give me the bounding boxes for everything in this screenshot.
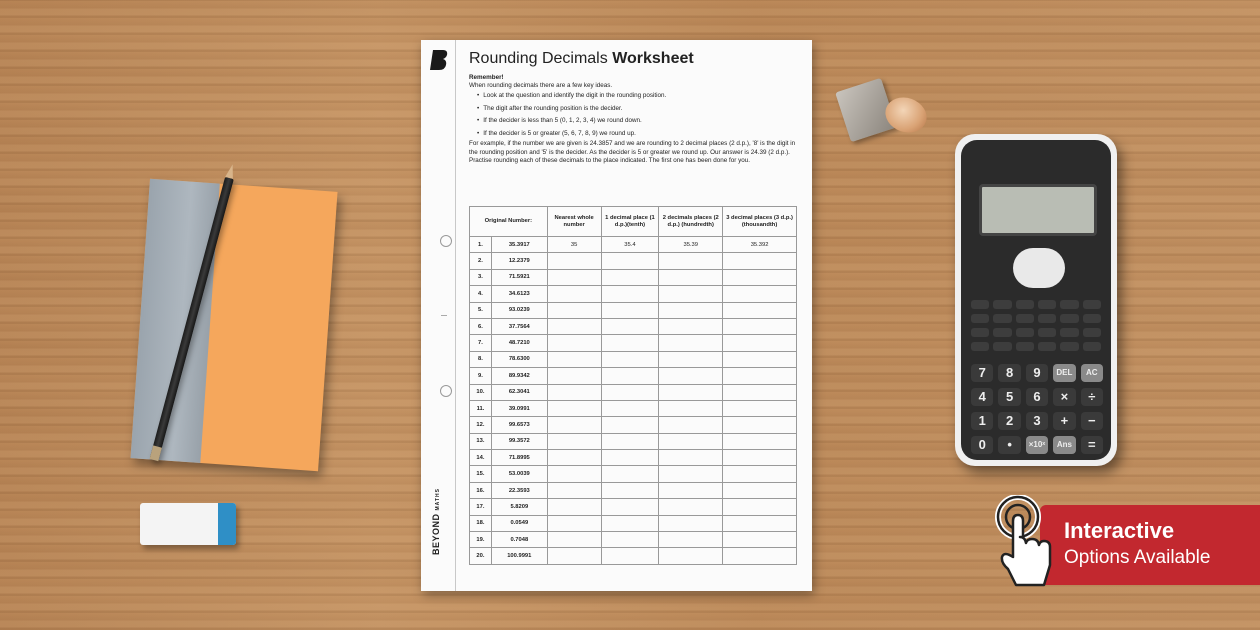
calculator-dpad <box>1013 248 1065 288</box>
brand-name: BEYOND <box>431 513 441 555</box>
three-dp-cell[interactable] <box>723 450 797 466</box>
three-dp-cell[interactable] <box>723 302 797 318</box>
calc-fn-key <box>1060 342 1078 351</box>
original-number: 100.9991 <box>491 548 547 564</box>
calc-fn-key <box>1038 300 1056 309</box>
calc-key: DEL <box>1053 364 1075 382</box>
three-dp-cell[interactable] <box>723 269 797 285</box>
one-dp-cell[interactable] <box>601 302 659 318</box>
table-header-row <box>470 207 797 237</box>
calc-fn-key <box>971 300 989 309</box>
calc-key: 2 <box>998 412 1020 430</box>
calc-key: 9 <box>1026 364 1048 382</box>
page-title <box>469 50 799 68</box>
three-dp-cell[interactable] <box>723 253 797 269</box>
nearest-whole-cell[interactable] <box>547 400 601 416</box>
row-number: 19. <box>470 532 492 548</box>
one-dp-cell[interactable] <box>601 450 659 466</box>
table-row <box>470 499 797 515</box>
three-dp-cell[interactable] <box>723 318 797 334</box>
beyond-logo-icon <box>429 48 449 72</box>
row-number: 16. <box>470 482 492 498</box>
table-row <box>470 515 797 531</box>
original-number: 34.6123 <box>491 286 547 302</box>
table-row <box>470 548 797 564</box>
one-dp-cell[interactable] <box>601 466 659 482</box>
header-original: Original Number: <box>470 207 548 237</box>
calc-key: + <box>1053 412 1075 430</box>
header-3dp: 3 decimal places (3 d.p.)(thousandth) <box>723 207 797 237</box>
nearest-whole-cell[interactable] <box>547 482 601 498</box>
table-row <box>470 269 797 285</box>
table-body <box>470 237 797 565</box>
example-text: For example, if the number we are given is 24.3857 and we are rounding to 2 decimal places (2 d.p.), '8' is the digit in the rounding position and '5' is the decider. As the decider is 5 or greater we round up. Our answer is 24.39 (2 d.p.). <box>469 140 796 156</box>
original-number: 71.5921 <box>491 269 547 285</box>
two-dp-cell[interactable] <box>659 417 723 433</box>
header-2dp: 2 decimals places (2 d.p.) (hundredth) <box>659 207 723 237</box>
original-number: 35.3917 <box>491 237 547 253</box>
one-dp-cell[interactable] <box>601 417 659 433</box>
interactive-badge[interactable] <box>1040 505 1260 585</box>
row-number: 18. <box>470 515 492 531</box>
row-number: 3. <box>470 269 492 285</box>
original-number: 22.3593 <box>491 482 547 498</box>
row-number: 5. <box>470 302 492 318</box>
one-dp-cell[interactable] <box>601 515 659 531</box>
calc-key: 0 <box>971 436 993 454</box>
calculator-screen <box>979 184 1097 236</box>
nearest-whole-cell[interactable] <box>547 269 601 285</box>
one-dp-cell[interactable] <box>601 532 659 548</box>
nearest-whole-cell[interactable] <box>547 548 601 564</box>
calc-fn-key <box>1016 342 1034 351</box>
original-number: 99.6573 <box>491 417 547 433</box>
calc-fn-key <box>1038 314 1056 323</box>
calc-key: 8 <box>998 364 1020 382</box>
calc-key: ×10ˣ <box>1026 436 1048 454</box>
calc-fn-key <box>993 300 1011 309</box>
one-dp-cell[interactable]: 35.4 <box>601 237 659 253</box>
calculator-function-keys <box>971 300 1101 351</box>
two-dp-cell[interactable] <box>659 466 723 482</box>
calc-key: 6 <box>1026 388 1048 406</box>
original-number: 39.0991 <box>491 400 547 416</box>
nearest-whole-cell[interactable] <box>547 368 601 384</box>
three-dp-cell[interactable] <box>723 499 797 515</box>
calc-key: = <box>1081 436 1103 454</box>
table-row <box>470 466 797 482</box>
original-number: 78.6300 <box>491 351 547 367</box>
remember-heading: Remember! <box>469 74 504 81</box>
table-row <box>470 433 797 449</box>
one-dp-cell[interactable] <box>601 482 659 498</box>
original-number: 12.2379 <box>491 253 547 269</box>
two-dp-cell[interactable] <box>659 269 723 285</box>
title-bold: Worksheet <box>612 50 694 67</box>
row-number: 15. <box>470 466 492 482</box>
original-number: 62.3041 <box>491 384 547 400</box>
eraser <box>140 503 236 545</box>
table-row <box>470 417 797 433</box>
calc-fn-key <box>1060 328 1078 337</box>
calc-key: 1 <box>971 412 993 430</box>
original-number: 99.3572 <box>491 433 547 449</box>
two-dp-cell[interactable] <box>659 351 723 367</box>
original-number: 0.0549 <box>491 515 547 531</box>
row-number: 11. <box>470 400 492 416</box>
one-dp-cell[interactable] <box>601 433 659 449</box>
one-dp-cell[interactable] <box>601 286 659 302</box>
calc-key: AC <box>1081 364 1103 382</box>
two-dp-cell[interactable] <box>659 253 723 269</box>
calc-key: − <box>1081 412 1103 430</box>
calc-fn-key <box>971 328 989 337</box>
calc-fn-key <box>1060 300 1078 309</box>
table-row <box>470 302 797 318</box>
table-row <box>470 482 797 498</box>
calc-key: ÷ <box>1081 388 1103 406</box>
calc-key: 4 <box>971 388 993 406</box>
calc-fn-key <box>1083 342 1101 351</box>
original-number: 37.7564 <box>491 318 547 334</box>
calc-fn-key <box>1016 328 1034 337</box>
original-number: 93.0239 <box>491 302 547 318</box>
row-number: 17. <box>470 499 492 515</box>
two-dp-cell[interactable] <box>659 433 723 449</box>
one-dp-cell[interactable] <box>601 384 659 400</box>
nearest-whole-cell[interactable] <box>547 253 601 269</box>
two-dp-cell[interactable] <box>659 335 723 351</box>
table-row <box>470 384 797 400</box>
calculator <box>955 134 1117 466</box>
two-dp-cell[interactable] <box>659 499 723 515</box>
one-dp-cell[interactable] <box>601 335 659 351</box>
original-number: 5.8209 <box>491 499 547 515</box>
nearest-whole-cell[interactable] <box>547 450 601 466</box>
row-number: 20. <box>470 548 492 564</box>
three-dp-cell[interactable] <box>723 368 797 384</box>
list-item: • Look at the question and identify the digit in the rounding position. <box>477 90 799 103</box>
calc-fn-key <box>1083 314 1101 323</box>
three-dp-cell[interactable] <box>723 351 797 367</box>
three-dp-cell[interactable] <box>723 400 797 416</box>
row-number: 9. <box>470 368 492 384</box>
calc-fn-key <box>1083 300 1101 309</box>
calculator-number-keys <box>971 364 1103 454</box>
two-dp-cell[interactable] <box>659 384 723 400</box>
pencil-shaving <box>880 92 931 138</box>
pencil-tip <box>225 163 236 179</box>
two-dp-cell[interactable] <box>659 400 723 416</box>
two-dp-cell[interactable] <box>659 532 723 548</box>
table-row <box>470 253 797 269</box>
calc-fn-key <box>993 328 1011 337</box>
punch-hole <box>440 235 452 247</box>
key-ideas-list <box>469 90 799 140</box>
intro-text: When rounding decimals there are a few key ideas. <box>469 82 613 90</box>
row-number: 13. <box>470 433 492 449</box>
row-number: 1. <box>470 237 492 253</box>
two-dp-cell[interactable] <box>659 450 723 466</box>
two-dp-cell[interactable] <box>659 302 723 318</box>
original-number: 71.8995 <box>491 450 547 466</box>
one-dp-cell[interactable] <box>601 318 659 334</box>
nearest-whole-cell[interactable]: 35 <box>547 237 601 253</box>
header-whole: Nearest whole number <box>547 207 601 237</box>
nearest-whole-cell[interactable] <box>547 384 601 400</box>
calc-fn-key <box>1016 300 1034 309</box>
list-item: • If the decider is 5 or greater (5, 6, 7, 8, 9) we round up. <box>477 128 799 141</box>
nearest-whole-cell[interactable] <box>547 351 601 367</box>
table-row <box>470 335 797 351</box>
one-dp-cell[interactable] <box>601 351 659 367</box>
calc-key: 3 <box>1026 412 1048 430</box>
header-1dp: 1 decimal place (1 d.p.)(tenth) <box>601 207 659 237</box>
brand-sub: MATHS <box>435 488 441 511</box>
two-dp-cell[interactable] <box>659 318 723 334</box>
three-dp-cell[interactable]: 35.392 <box>723 237 797 253</box>
original-number: 89.9342 <box>491 368 547 384</box>
table-row <box>470 532 797 548</box>
instruction-text: Practise rounding each of these decimals to the place indicated. The first one has been done for you. <box>469 156 750 164</box>
nearest-whole-cell[interactable] <box>547 286 601 302</box>
calc-fn-key <box>1083 328 1101 337</box>
row-number: 10. <box>470 384 492 400</box>
three-dp-cell[interactable] <box>723 286 797 302</box>
calc-fn-key <box>1038 328 1056 337</box>
two-dp-cell[interactable]: 35.39 <box>659 237 723 253</box>
three-dp-cell[interactable] <box>723 384 797 400</box>
punch-hole <box>440 385 452 397</box>
one-dp-cell[interactable] <box>601 269 659 285</box>
two-dp-cell[interactable] <box>659 482 723 498</box>
three-dp-cell[interactable] <box>723 532 797 548</box>
sheet-margin-line <box>455 40 456 591</box>
fold-tick <box>441 315 447 316</box>
nearest-whole-cell[interactable] <box>547 532 601 548</box>
nearest-whole-cell[interactable] <box>547 335 601 351</box>
calc-fn-key <box>971 314 989 323</box>
calc-fn-key <box>971 342 989 351</box>
nearest-whole-cell[interactable] <box>547 433 601 449</box>
three-dp-cell[interactable] <box>723 548 797 564</box>
table-row <box>470 318 797 334</box>
calc-key: • <box>998 436 1020 454</box>
three-dp-cell[interactable] <box>723 433 797 449</box>
badge-title: Interactive <box>1064 518 1175 543</box>
badge-subtitle: Options Available <box>1064 547 1211 568</box>
row-number: 8. <box>470 351 492 367</box>
title-light: Rounding Decimals <box>469 50 608 67</box>
row-number: 14. <box>470 450 492 466</box>
table-row <box>470 450 797 466</box>
one-dp-cell[interactable] <box>601 499 659 515</box>
table-row <box>470 237 797 253</box>
nearest-whole-cell[interactable] <box>547 417 601 433</box>
row-number: 7. <box>470 335 492 351</box>
calculator-body <box>961 140 1111 460</box>
table-row <box>470 368 797 384</box>
table-row <box>470 286 797 302</box>
calc-fn-key <box>1038 342 1056 351</box>
worksheet-content <box>469 50 799 165</box>
original-number: 0.7048 <box>491 532 547 548</box>
row-number: 12. <box>470 417 492 433</box>
original-number: 53.0039 <box>491 466 547 482</box>
row-number: 6. <box>470 318 492 334</box>
rounding-table <box>469 206 797 565</box>
three-dp-cell[interactable] <box>723 482 797 498</box>
three-dp-cell[interactable] <box>723 515 797 531</box>
calc-key: 5 <box>998 388 1020 406</box>
three-dp-cell[interactable] <box>723 417 797 433</box>
two-dp-cell[interactable] <box>659 515 723 531</box>
list-item: • If the decider is less than 5 (0, 1, 2, 3, 4) we round down. <box>477 115 799 128</box>
one-dp-cell[interactable] <box>601 548 659 564</box>
calc-fn-key <box>993 342 1011 351</box>
one-dp-cell[interactable] <box>601 400 659 416</box>
calc-key: Ans <box>1053 436 1075 454</box>
one-dp-cell[interactable] <box>601 253 659 269</box>
original-number: 48.7210 <box>491 335 547 351</box>
calc-key: 7 <box>971 364 993 382</box>
nearest-whole-cell[interactable] <box>547 302 601 318</box>
nearest-whole-cell[interactable] <box>547 499 601 515</box>
nearest-whole-cell[interactable] <box>547 515 601 531</box>
two-dp-cell[interactable] <box>659 286 723 302</box>
nearest-whole-cell[interactable] <box>547 466 601 482</box>
list-item: • The digit after the rounding position is the decider. <box>477 103 799 116</box>
calc-fn-key <box>993 314 1011 323</box>
brand-text <box>431 488 441 555</box>
calc-key: × <box>1053 388 1075 406</box>
calc-fn-key <box>1060 314 1078 323</box>
two-dp-cell[interactable] <box>659 548 723 564</box>
nearest-whole-cell[interactable] <box>547 318 601 334</box>
one-dp-cell[interactable] <box>601 368 659 384</box>
three-dp-cell[interactable] <box>723 335 797 351</box>
three-dp-cell[interactable] <box>723 466 797 482</box>
calc-fn-key <box>1016 314 1034 323</box>
pointing-hand-icon <box>992 495 1056 591</box>
table-row <box>470 351 797 367</box>
row-number: 4. <box>470 286 492 302</box>
worksheet <box>421 40 812 591</box>
row-number: 2. <box>470 253 492 269</box>
two-dp-cell[interactable] <box>659 368 723 384</box>
table-row <box>470 400 797 416</box>
